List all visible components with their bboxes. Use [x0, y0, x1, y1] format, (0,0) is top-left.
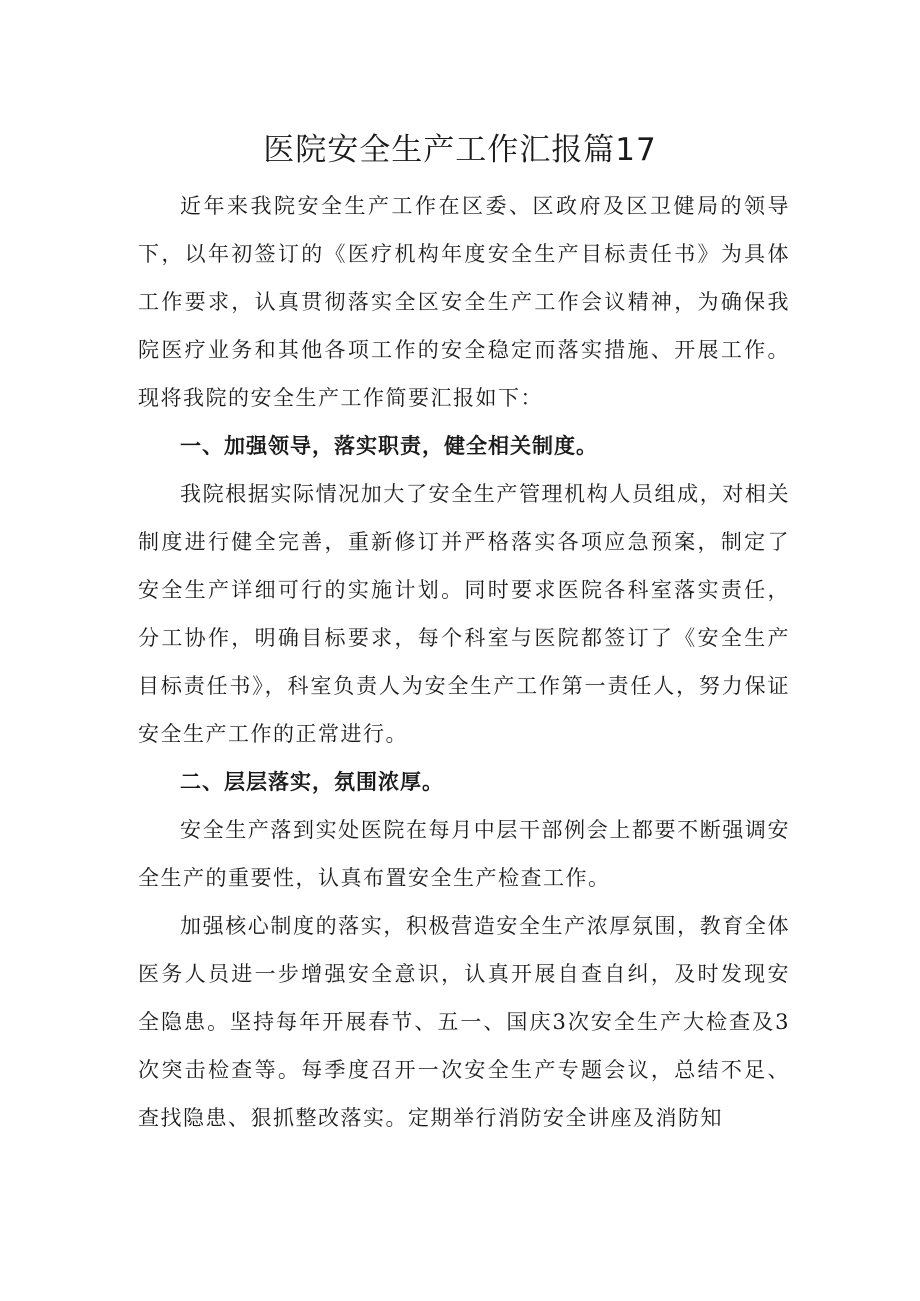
section-1-paragraph: 我院根据实际情况加大了安全生产管理机构人员组成，对相关制度进行健全完善，重新修订并严格落实各项应急预案，制定了安全生产详细可行的实施计划。同时要求医院各科室落实责任，分工协作，明确目标要求，每个科室与医院都签订了《安全生产目标责任书》，科室负责人为安全生产工作第一责任人，努力保证安全生产工作的正常进行。 [138, 482, 790, 746]
intro-paragraph: 近年来我院安全生产工作在区委、区政府及区卫健局的领导下，以年初签订的《医疗机构年度安全生产目标责任书》为具体工作要求，认真贯彻落实全区安全生产工作会议精神，为确保我院医疗业务和其他各项工作的安全稳定而落实措施、开展工作。现将我院的安全生产工作简要汇报如下： [138, 194, 790, 410]
section-2-paragraph-1: 安全生产落到实处医院在每月中层干部例会上都要不断强调安全生产的重要性，认真布置安全生产检查工作。 [138, 818, 790, 890]
section-heading-2: 二、层层落实，氛围浓厚。 [180, 770, 444, 794]
document-body [138, 182, 790, 1142]
section-2-paragraph-2: 加强核心制度的落实，积极营造安全生产浓厚氛围，教育全体医务人员进一步增强安全意识，认真开展自查自纠，及时发现安全隐患。坚持每年开展春节、五一、国庆3次安全生产大检查及3次突击检查等。每季度召开一次安全生产专题会议，总结不足、查找隐患、狠抓整改落实。定期举行消防安全讲座及消防知 [138, 914, 790, 1130]
document-title: 医院安全生产工作汇报篇17 [263, 132, 657, 168]
section-heading-1: 一、加强领导，落实职责，健全相关制度。 [180, 434, 598, 458]
